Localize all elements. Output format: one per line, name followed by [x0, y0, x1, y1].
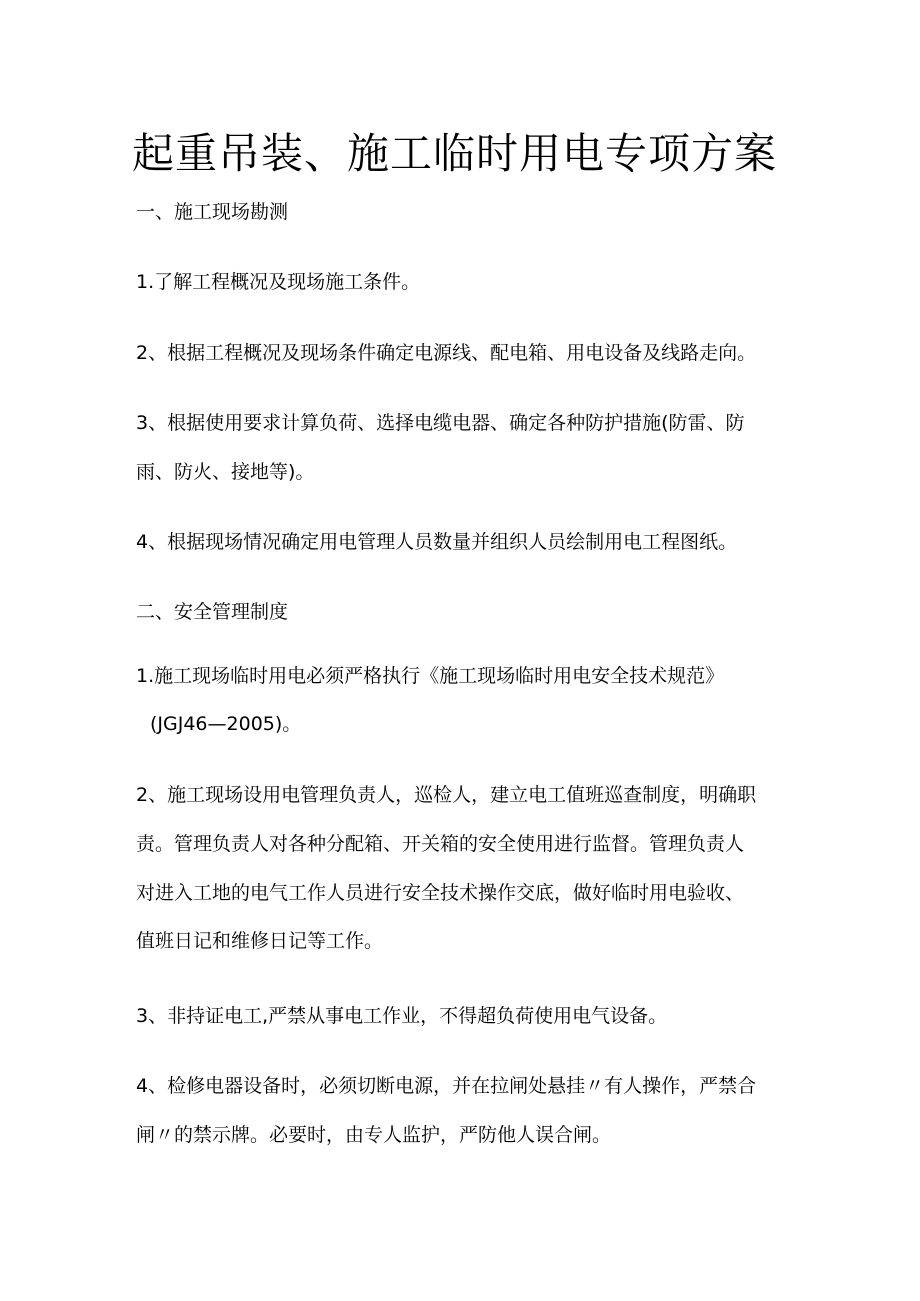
paragraph-survey-3-line-1: 3、根据使用要求计算负荷、选择电缆电器、确定各种防护措施(防雷、防 [136, 412, 745, 434]
paragraph-survey-3-line-2: 雨、防火、接地等)。 [136, 461, 315, 483]
paragraph-survey-4: 4、根据现场情况确定用电管理人员数量并组织人员绘制用电工程图纸。 [136, 531, 738, 553]
paragraph-safety-2-line-1: 2、施工现场设用电管理负责人，巡检人，建立电工值班巡查制度，明确职 [136, 784, 757, 806]
paragraph-safety-4-line-2: 闸〃的禁示牌。必要时，由专人监护，严防他人误合闸。 [136, 1124, 612, 1146]
section-heading-site-survey: 一、施工现场勘测 [136, 201, 289, 223]
section-heading-safety-management: 二、安全管理制度 [136, 601, 289, 623]
paragraph-safety-2-line-3: 对进入工地的电气工作人员进行安全技术操作交底，做好临时用电验收、 [136, 882, 745, 904]
paragraph-safety-2-line-2: 责。管理负责人对各种分配箱、开关箱的安全使用进行监督。管理负责人 [136, 833, 745, 855]
paragraph-safety-1-line-1: 1.施工现场临时用电必须严格执行《施工现场临时用电安全技术规范》 [136, 665, 725, 687]
paragraph-survey-1: 1.了解工程概况及现场施工条件。 [136, 271, 421, 293]
paragraph-safety-1-line-2: (JGJ46—2005)。 [150, 713, 302, 735]
paragraph-survey-2: 2、根据工程概况及现场条件确定电源线、配电箱、用电设备及线路走向。 [136, 342, 757, 364]
paragraph-safety-3: 3、非持证电工,严禁从事电工作业，不得超负荷使用电气设备。 [136, 1005, 668, 1027]
paragraph-safety-2-line-4: 值班日记和维修日记等工作。 [136, 930, 384, 952]
paragraph-safety-4-line-1: 4、检修电器设备时，必须切断电源，并在拉闸处悬挂〃有人操作，严禁合 [136, 1075, 757, 1097]
page-title: 起重吊装、施工临时用电专项方案 [132, 129, 778, 178]
